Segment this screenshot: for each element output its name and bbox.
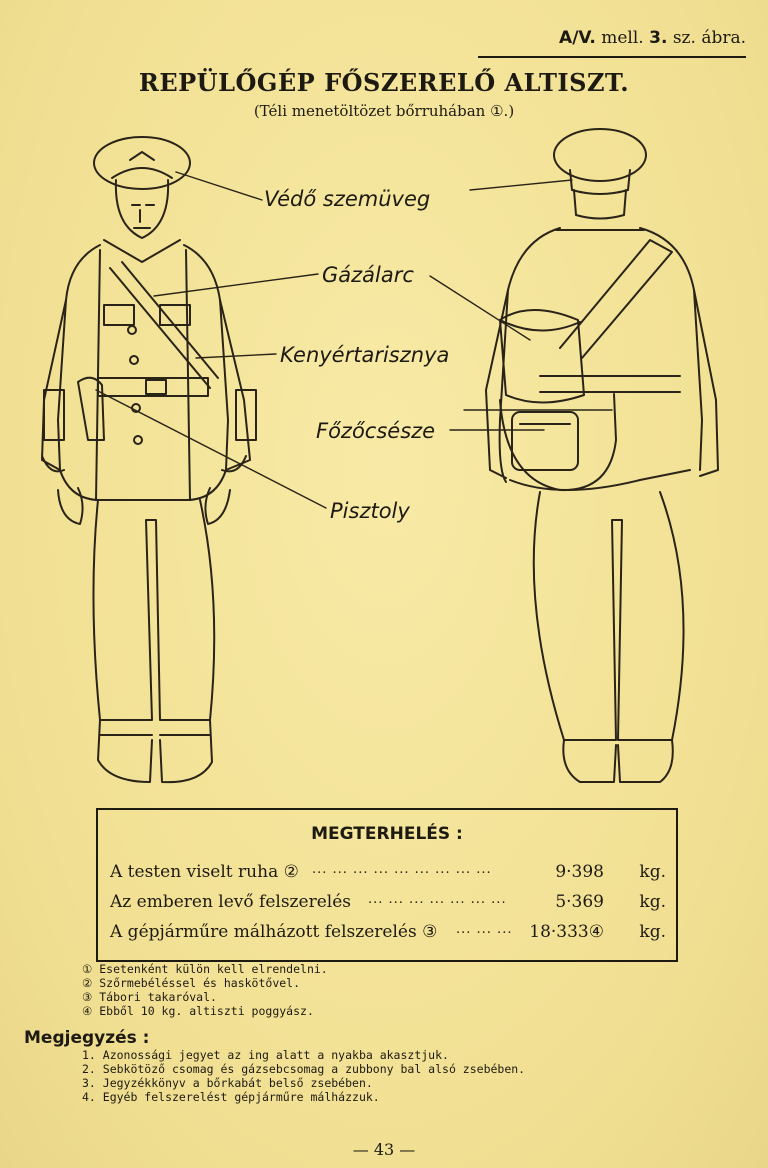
load-table-title: MEGTERHELÉS : — [311, 824, 463, 844]
notes-title: Megjegyzés : — [24, 1028, 150, 1048]
notes-list — [82, 1048, 525, 1104]
footnote-item: ③ Tábori takaróval. — [82, 990, 217, 1004]
load-row-dots: ... ... ... ... ... ... ... — [368, 892, 507, 907]
note-item: 2. Sebkötöző csomag és gázsebcsomag a zubbony bal alsó zsebében. — [82, 1062, 526, 1076]
ref-part-4: sz. ábra. — [672, 28, 746, 48]
page-subtitle: (Téli menetöltözet bőrruhában ①.) — [253, 102, 515, 120]
load-row — [110, 892, 666, 914]
load-row — [110, 922, 666, 944]
load-table — [96, 808, 678, 962]
footnote-item: ① Esetenként külön kell elrendelni. — [82, 962, 328, 976]
label-pistol: Pisztoly — [330, 499, 410, 523]
load-row-value: 9·398 — [555, 862, 604, 882]
ref-part-2: mell. — [601, 28, 644, 48]
page-title: REPÜLŐGÉP FŐSZERELŐ ALTISZT. — [138, 68, 630, 97]
label-mess-tin: Főzőcsésze — [316, 419, 436, 443]
load-row-value: 5·369 — [555, 892, 604, 912]
back-figure — [486, 129, 718, 782]
note-item: 3. Jegyzékkönyv a bőrkabát belső zsebében. — [82, 1076, 373, 1090]
load-row-dots: ... ... ... — [456, 922, 513, 937]
ref-part-1: A/V. — [559, 28, 596, 48]
label-gasmask: Gázálarc — [322, 263, 414, 287]
load-row-unit: kg. — [639, 862, 666, 882]
load-row-unit: kg. — [639, 892, 666, 912]
load-row — [110, 862, 666, 884]
leader-lines — [96, 172, 612, 508]
figure-reference — [559, 28, 746, 48]
uniform-illustration — [0, 120, 768, 800]
ref-part-3: 3. — [649, 28, 668, 48]
footnotes — [82, 962, 328, 1018]
note-item: 4. Egyéb felszerelést gépjárműre málházzuk. — [82, 1090, 380, 1104]
load-row-label: A gépjárműre málházott felszerelés ③ — [110, 922, 438, 942]
footnote-item: ④ Ebből 10 kg. altiszti poggyász. — [82, 1004, 314, 1018]
label-breadbag: Kenyértarisznya — [280, 343, 450, 367]
load-row-dots: ... ... ... ... ... ... ... ... ... — [312, 862, 492, 877]
load-row-label: A testen viselt ruha ② — [110, 862, 299, 882]
page-number: — 43 — — [352, 1140, 416, 1159]
load-row-label: Az emberen levő felszerelés — [110, 892, 351, 912]
front-figure — [42, 137, 256, 782]
load-row-value: 18·333④ — [529, 922, 604, 942]
label-goggles: Védő szemüveg — [264, 187, 431, 211]
footnote-item: ② Szőrmebéléssel és haskötővel. — [82, 976, 301, 990]
header-rule — [478, 56, 746, 58]
note-item: 1. Azonossági jegyet az ing alatt a nyakba akasztjuk. — [82, 1048, 449, 1062]
load-row-unit: kg. — [639, 922, 666, 942]
